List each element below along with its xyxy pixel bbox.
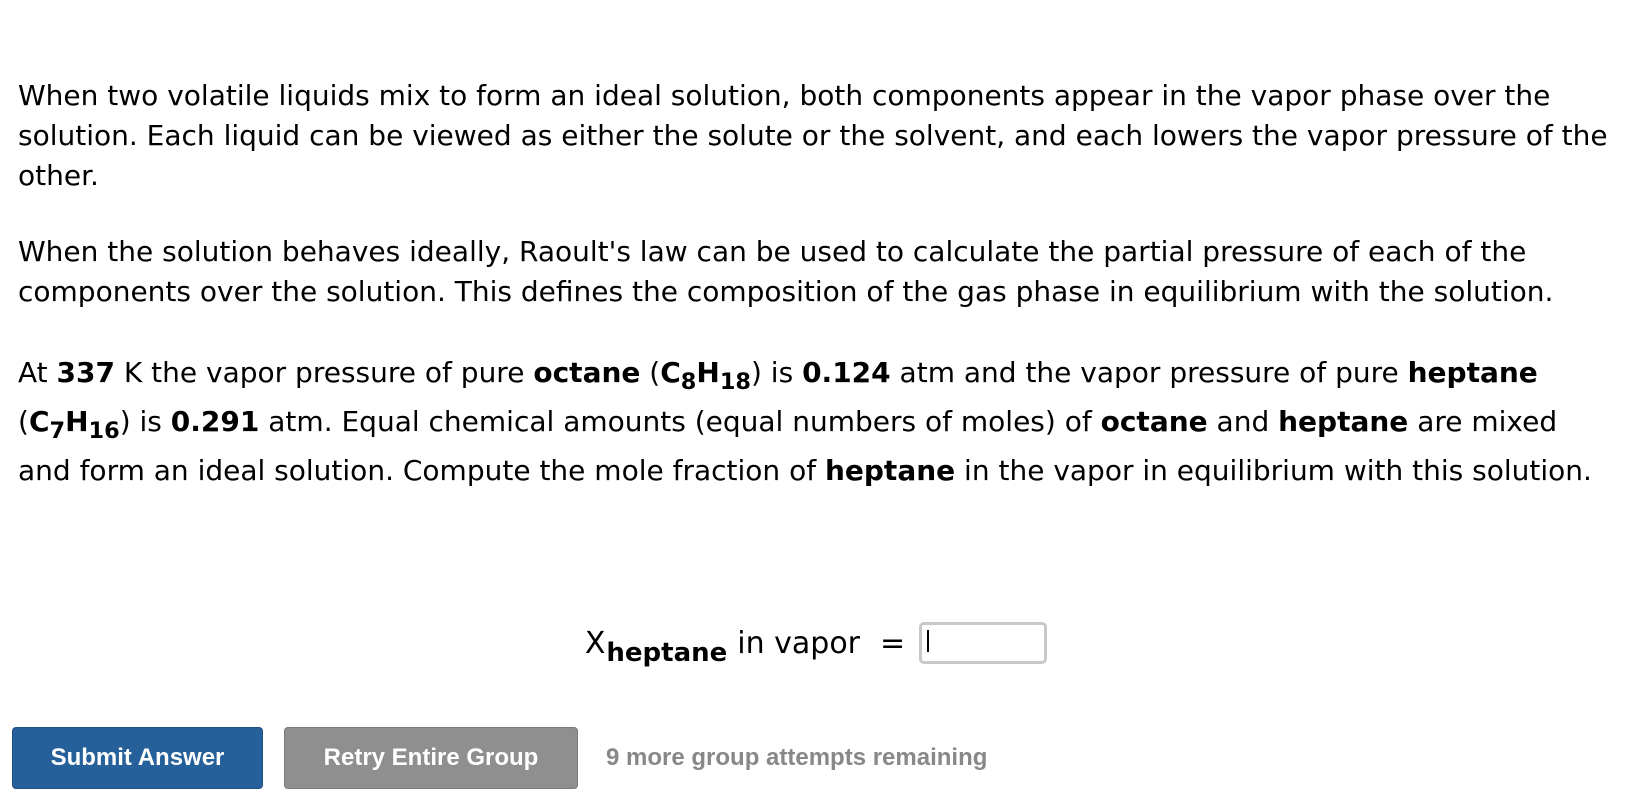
text-span: atm. Equal chemical amounts (equal numbers of moles) of bbox=[259, 405, 1101, 438]
attempts-remaining-status: 9 more group attempts remaining bbox=[606, 744, 988, 771]
component-heptane: heptane bbox=[1407, 356, 1538, 389]
problem-paragraph-1: When two volatile liquids mix to form an ideal solution, both components appear in the vapor phase over the solution. Each liquid can be viewed as either the solute or the solvent, and each lowers the vapor pressure of the other. bbox=[18, 79, 1608, 192]
text-span: K the vapor pressure of pure bbox=[115, 356, 534, 389]
problem-paragraph-3 bbox=[18, 348, 1618, 495]
retry-entire-group-button[interactable]: Retry Entire Group bbox=[284, 727, 578, 789]
text-caret bbox=[927, 630, 929, 652]
formula-element: C bbox=[660, 356, 681, 389]
text-span: atm and the vapor pressure of pure bbox=[890, 356, 1408, 389]
heptane-vapor-pressure: 0.291 bbox=[170, 405, 260, 438]
answer-input[interactable] bbox=[919, 622, 1047, 664]
text-span: in the vapor in equilibrium with this solution. bbox=[955, 454, 1592, 487]
text-span: are mixed and form an ideal solution. Compute the mole fraction of bbox=[18, 405, 1558, 487]
answer-label-text: in vapor bbox=[737, 625, 861, 661]
mole-fraction-subscript: heptane bbox=[606, 637, 728, 668]
component-octane: octane bbox=[533, 356, 641, 389]
formula-subscript: 18 bbox=[719, 368, 751, 395]
text-span: ( bbox=[640, 356, 661, 389]
text-span: ) is bbox=[119, 405, 171, 438]
text-span: ( bbox=[18, 405, 29, 438]
octane-formula bbox=[660, 356, 751, 395]
component-heptane: heptane bbox=[1278, 405, 1409, 438]
heptane-formula bbox=[28, 405, 120, 444]
problem-paragraph-2: When the solution behaves ideally, Raoult's law can be used to calculate the partial pressure of each of the components over the solution. This defines the composition of the gas phase in equilibrium with the solution. bbox=[18, 235, 1554, 308]
problem-text bbox=[18, 76, 1618, 531]
component-octane: octane bbox=[1100, 405, 1208, 438]
answer-row bbox=[0, 618, 1632, 668]
text-span: At bbox=[18, 356, 57, 389]
formula-subscript: 8 bbox=[680, 368, 697, 395]
mole-fraction-symbol: X bbox=[584, 625, 606, 661]
submit-answer-button[interactable]: Submit Answer bbox=[12, 727, 263, 789]
text-span: ) is bbox=[750, 356, 803, 389]
answer-input-wrapper bbox=[919, 622, 1047, 664]
octane-vapor-pressure: 0.124 bbox=[802, 356, 891, 389]
text-span: and bbox=[1207, 405, 1279, 438]
formula-element: H bbox=[65, 405, 89, 438]
formula-subscript: 7 bbox=[49, 417, 66, 444]
component-heptane: heptane bbox=[824, 454, 956, 487]
answer-label bbox=[584, 625, 861, 668]
temperature-value: 337 bbox=[56, 356, 115, 389]
formula-element: H bbox=[696, 356, 720, 389]
formula-subscript: 16 bbox=[88, 417, 120, 444]
formula-element: C bbox=[28, 405, 50, 438]
equals-sign: = bbox=[880, 625, 906, 661]
